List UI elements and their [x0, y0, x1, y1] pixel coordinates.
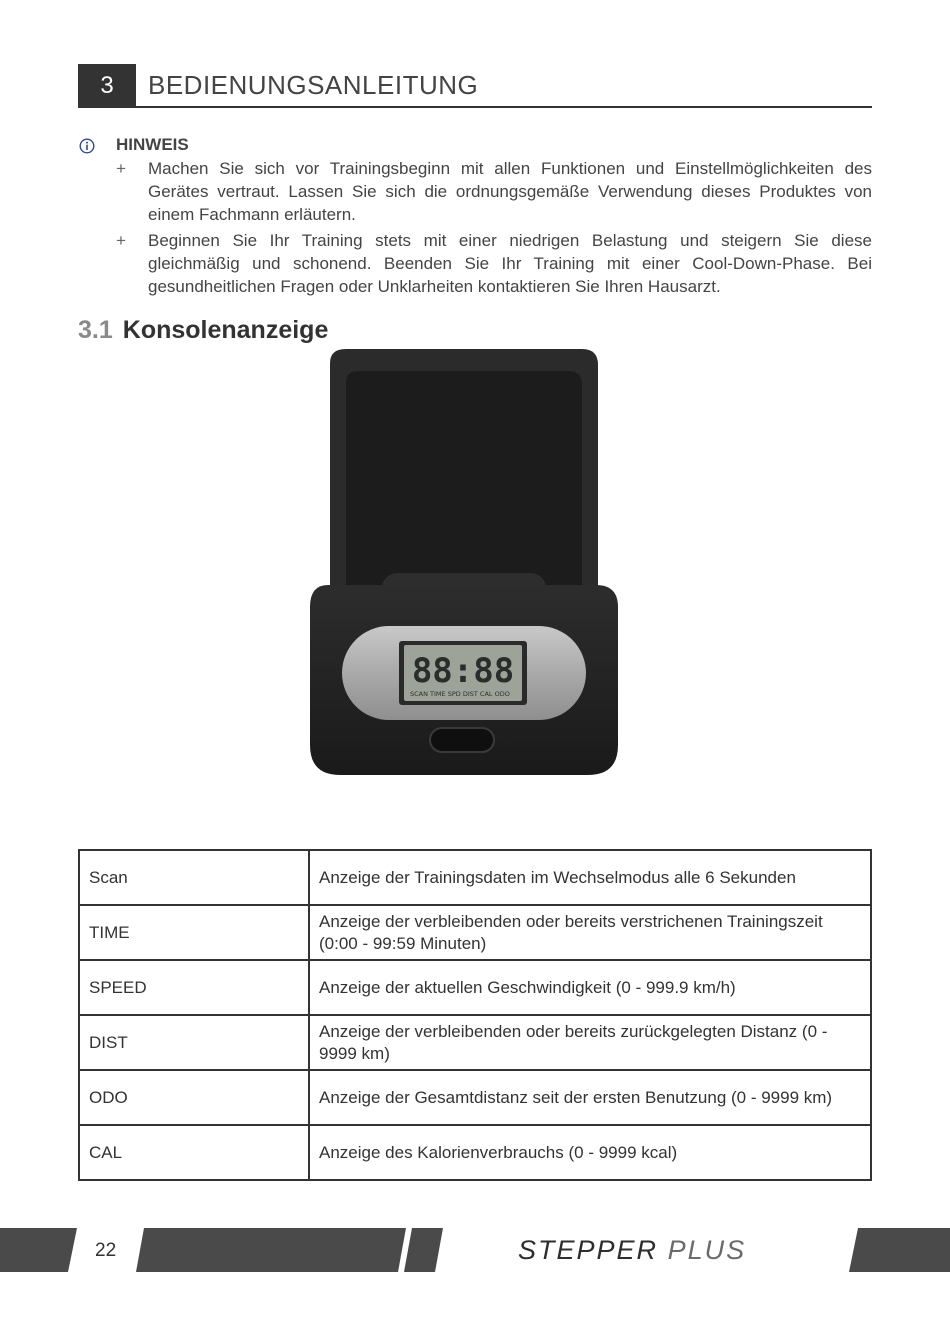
note-title: HINWEIS [116, 135, 189, 154]
table-value: Anzeige der Trainingsdaten im Wechselmodus alle 6 Sekunden [309, 850, 871, 905]
chapter-number: 3 [78, 64, 136, 108]
table-row [79, 1070, 871, 1125]
brand-name-suffix: PLUS [667, 1235, 747, 1265]
table-row [79, 1125, 871, 1180]
brand-name: STEPPER [518, 1235, 659, 1265]
lcd-mode-labels: SCAN TIME SPD DIST CAL ODO [410, 690, 510, 698]
table-key: CAL [79, 1125, 309, 1180]
section-title [78, 316, 328, 345]
brand-logo [518, 1235, 746, 1266]
table-row [79, 960, 871, 1015]
header-rule [136, 106, 872, 108]
plus-bullet-icon: + [116, 159, 126, 178]
table-value: Anzeige der Gesamtdistanz seit der ersten Benutzung (0 - 9999 km) [309, 1070, 871, 1125]
info-icon [79, 138, 95, 154]
note-item [116, 229, 872, 298]
chapter-header [78, 64, 872, 108]
table-row [79, 905, 871, 960]
section-number: 3.1 [78, 316, 113, 344]
note-item-text: Machen Sie sich vor Trainingsbeginn mit allen Funktionen und Einstellmöglichkeiten des Gerätes vertraut. Lassen Sie sich die ordnungsgemäße Verwendung dieses Produktes von einem Fachmann erläutern. [148, 159, 872, 224]
footer-bars [0, 1228, 950, 1274]
table-value: Anzeige der verbleibenden oder bereits verstrichenen Trainingszeit (0:00 - 99:59 Minuten) [309, 905, 871, 960]
table-value: Anzeige des Kalorienverbrauchs (0 - 9999 kcal) [309, 1125, 871, 1180]
note-item-text: Beginnen Sie Ihr Training stets mit einer niedrigen Belastung und steigern Sie diese gleichmäßig und schonend. Beenden Sie Ihr Training mit einer Cool-Down-Phase. Bei gesundheitlichen Fragen oder Unklarheiten kontaktieren Sie Ihren Hausarzt. [148, 231, 872, 296]
table-key: Scan [79, 850, 309, 905]
note-item [116, 157, 872, 226]
table-row [79, 1015, 871, 1070]
chapter-title: BEDIENUNGSANLEITUNG [148, 70, 479, 100]
table-value: Anzeige der verbleibenden oder bereits zurückgelegten Distanz (0 - 9999 km) [309, 1015, 871, 1070]
table-key: SPEED [79, 960, 309, 1015]
table-key: TIME [79, 905, 309, 960]
page-footer [0, 1228, 950, 1274]
table-key: DIST [79, 1015, 309, 1070]
function-table [78, 849, 872, 1181]
section-title-text: Konsolenanzeige [122, 316, 329, 344]
lcd-digits: 88:88 [411, 651, 515, 691]
plus-bullet-icon: + [116, 231, 126, 250]
console-image [300, 345, 640, 790]
mode-button[interactable] [430, 728, 494, 752]
table-value: Anzeige der aktuellen Geschwindigkeit (0 - 999.9 km/h) [309, 960, 871, 1015]
table-row [79, 850, 871, 905]
page-number: 22 [95, 1240, 117, 1261]
table-key: ODO [79, 1070, 309, 1125]
